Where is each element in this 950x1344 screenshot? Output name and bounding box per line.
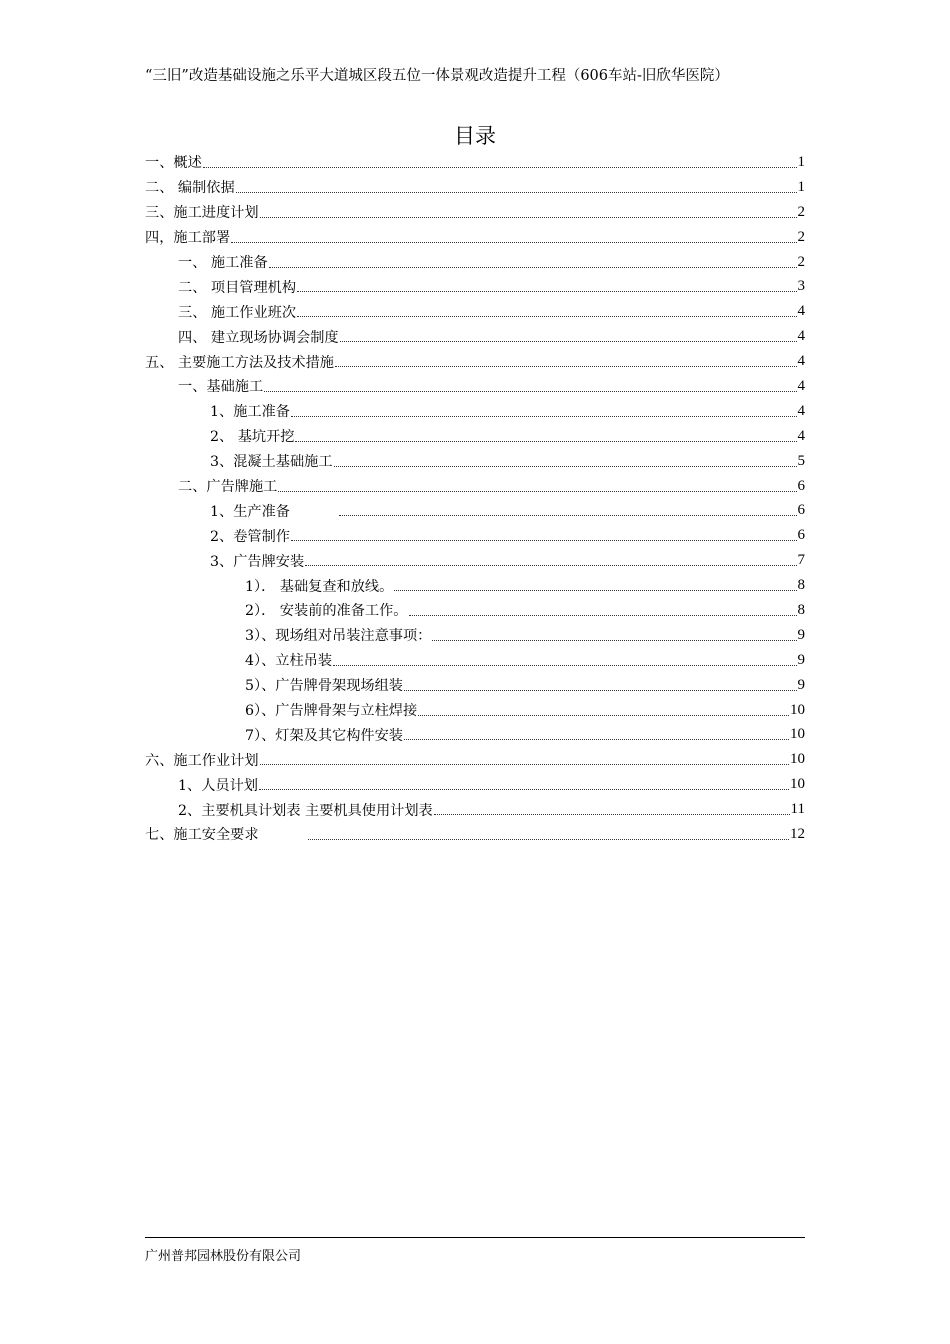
toc-entry-label: 三、 施工作业班次 bbox=[178, 304, 297, 321]
toc-entry[interactable] bbox=[145, 722, 805, 747]
toc-entry-label: 3、广告牌安装 bbox=[210, 553, 305, 570]
toc-entry-page: 8 bbox=[797, 577, 805, 594]
toc-entry-label: 4）、立柱吊装 bbox=[245, 653, 333, 670]
toc-entry-page: 11 bbox=[790, 801, 805, 818]
toc-entry-page: 4 bbox=[797, 402, 805, 419]
toc-entry-page: 6 bbox=[797, 477, 805, 494]
toc-entry[interactable] bbox=[145, 225, 805, 250]
toc-dot-leader bbox=[269, 267, 797, 268]
toc-entry-page: 1 bbox=[797, 178, 805, 195]
toc-dot-leader bbox=[340, 341, 797, 342]
toc-entry[interactable] bbox=[145, 274, 805, 299]
toc-entry-page: 3 bbox=[797, 278, 805, 295]
toc-entry[interactable] bbox=[145, 573, 805, 598]
toc-dot-leader bbox=[278, 491, 796, 492]
toc-entry-label: 2、主要机具计划表 主要机具使用计划表 bbox=[178, 802, 433, 819]
toc-entry-page: 2 bbox=[797, 228, 805, 245]
toc-dot-leader bbox=[203, 167, 797, 168]
toc-dot-leader bbox=[308, 839, 789, 840]
toc-entry-label: 三、施工进度计划 bbox=[145, 205, 259, 222]
toc-entry-page: 6 bbox=[797, 502, 805, 519]
toc-entry[interactable] bbox=[145, 648, 805, 673]
toc-dot-leader bbox=[432, 640, 796, 641]
toc-entry-label: 一、基础施工 bbox=[178, 379, 264, 396]
toc-dot-leader bbox=[409, 615, 797, 616]
toc-entry-page: 4 bbox=[797, 328, 805, 345]
toc-entry-label: 四、 建立现场协调会制度 bbox=[178, 329, 339, 346]
toc-entry-label: 六、施工作业计划 bbox=[145, 752, 259, 769]
toc-entry-label: 二、广告牌施工 bbox=[178, 479, 278, 496]
toc-entry-page: 7 bbox=[797, 552, 805, 569]
footer-company: 广州普邦园林股份有限公司 bbox=[145, 1249, 302, 1264]
toc-entry-label: 2、卷管制作 bbox=[210, 528, 290, 545]
header-project-title: “三旧”改造基础设施之乐平大道城区段五位一体景观改造提升工程（606车站-旧欣华医院） bbox=[145, 68, 729, 84]
toc-entry[interactable] bbox=[145, 349, 805, 374]
toc-entry-page: 9 bbox=[797, 626, 805, 643]
toc-entry-page: 5 bbox=[797, 452, 805, 469]
toc-entry[interactable] bbox=[145, 474, 805, 499]
toc-dot-leader bbox=[264, 391, 796, 392]
toc-entry-page: 8 bbox=[797, 601, 805, 618]
toc-dot-leader bbox=[295, 441, 796, 442]
toc-entry-page: 4 bbox=[797, 303, 805, 320]
toc-title: 目录 bbox=[454, 124, 496, 148]
toc-entry[interactable] bbox=[145, 797, 805, 822]
toc-entry-label: 1、生产准备 bbox=[210, 503, 290, 520]
toc-entry[interactable] bbox=[145, 822, 805, 847]
toc-entry-label: 1、施工准备 bbox=[210, 404, 290, 421]
toc-entry-page: 6 bbox=[797, 527, 805, 544]
toc-entry-label: 1）． 基础复查和放线。 bbox=[245, 578, 394, 595]
document-header bbox=[145, 66, 810, 87]
toc-entry-page: 9 bbox=[797, 676, 805, 693]
toc-entry-label: 2）． 安装前的准备工作。 bbox=[245, 603, 408, 620]
toc-dot-leader bbox=[260, 217, 797, 218]
toc-entry[interactable] bbox=[145, 548, 805, 573]
toc-entry-page: 10 bbox=[790, 751, 805, 768]
toc-dot-leader bbox=[404, 739, 789, 740]
toc-entry-label: 2、 基坑开挖 bbox=[210, 429, 295, 446]
toc-dot-leader bbox=[297, 316, 796, 317]
toc-entry-page: 4 bbox=[797, 353, 805, 370]
toc-dot-leader bbox=[394, 590, 796, 591]
toc-entry[interactable] bbox=[145, 498, 805, 523]
toc-entry[interactable] bbox=[145, 374, 805, 399]
toc-dot-leader bbox=[418, 715, 789, 716]
toc-entry-label: 一、概述 bbox=[145, 155, 202, 172]
toc-entry-label: 四，施工部署 bbox=[145, 230, 231, 247]
toc-dot-leader bbox=[291, 416, 797, 417]
toc-entry-page: 10 bbox=[790, 776, 805, 793]
toc-entry-label: 3、混凝土基础施工 bbox=[210, 454, 333, 471]
toc-entry-page: 10 bbox=[790, 726, 805, 743]
toc-entry[interactable] bbox=[145, 598, 805, 623]
toc-entry-label: 6）、广告牌骨架与立柱焊接 bbox=[245, 703, 418, 720]
toc-dot-leader bbox=[236, 192, 797, 193]
toc-entry[interactable] bbox=[145, 175, 805, 200]
toc-entry[interactable] bbox=[145, 772, 805, 797]
toc-entry-label: 七、施工安全要求 bbox=[145, 827, 259, 844]
toc-dot-leader bbox=[297, 291, 796, 292]
toc-entry[interactable] bbox=[145, 449, 805, 474]
toc-entry-page: 1 bbox=[797, 153, 805, 170]
toc-dot-leader bbox=[339, 515, 797, 516]
toc-entry[interactable] bbox=[145, 698, 805, 723]
toc-dot-leader bbox=[334, 466, 797, 467]
toc-entry[interactable] bbox=[145, 399, 805, 424]
toc-entry-label: 二、 项目管理机构 bbox=[178, 279, 297, 296]
toc-entry[interactable] bbox=[145, 250, 805, 275]
toc-entry[interactable] bbox=[145, 150, 805, 175]
toc-entry[interactable] bbox=[145, 424, 805, 449]
toc-entry-page: 9 bbox=[797, 651, 805, 668]
footer-divider bbox=[145, 1237, 805, 1238]
toc-entry-label: 3）、现场组对吊装注意事项： bbox=[245, 628, 432, 645]
toc-entry-page: 4 bbox=[797, 377, 805, 394]
toc-dot-leader bbox=[305, 565, 796, 566]
toc-dot-leader bbox=[434, 814, 790, 815]
toc-entry-label: 二、 编制依据 bbox=[145, 180, 235, 197]
table-of-contents bbox=[145, 150, 805, 847]
toc-entry-label: 五、 主要施工方法及技术措施 bbox=[145, 354, 334, 371]
toc-entry[interactable] bbox=[145, 523, 805, 548]
toc-entry-page: 10 bbox=[790, 701, 805, 718]
toc-entry-label: 一、 施工准备 bbox=[178, 255, 268, 271]
toc-dot-leader bbox=[333, 665, 796, 666]
toc-dot-leader bbox=[404, 690, 797, 691]
toc-entry-page: 4 bbox=[797, 427, 805, 444]
toc-entry-page: 2 bbox=[797, 253, 805, 270]
toc-entry[interactable] bbox=[145, 200, 805, 225]
toc-dot-leader bbox=[259, 789, 789, 790]
toc-dot-leader bbox=[335, 366, 797, 367]
toc-entry[interactable] bbox=[145, 747, 805, 772]
toc-entry-label: 7）、灯架及其它构件安装 bbox=[245, 727, 403, 744]
toc-entry[interactable] bbox=[145, 673, 805, 698]
toc-entry[interactable] bbox=[145, 299, 805, 324]
toc-dot-leader bbox=[260, 764, 789, 765]
toc-entry[interactable] bbox=[145, 623, 805, 648]
toc-entry-label: 1、人员计划 bbox=[178, 777, 258, 794]
toc-entry-label: 5）、广告牌骨架现场组装 bbox=[245, 678, 403, 695]
toc-dot-leader bbox=[291, 540, 797, 541]
toc-dot-leader bbox=[231, 242, 796, 243]
toc-entry-page: 12 bbox=[790, 825, 805, 842]
toc-entry-page: 2 bbox=[797, 203, 805, 220]
toc-entry[interactable] bbox=[145, 324, 805, 349]
